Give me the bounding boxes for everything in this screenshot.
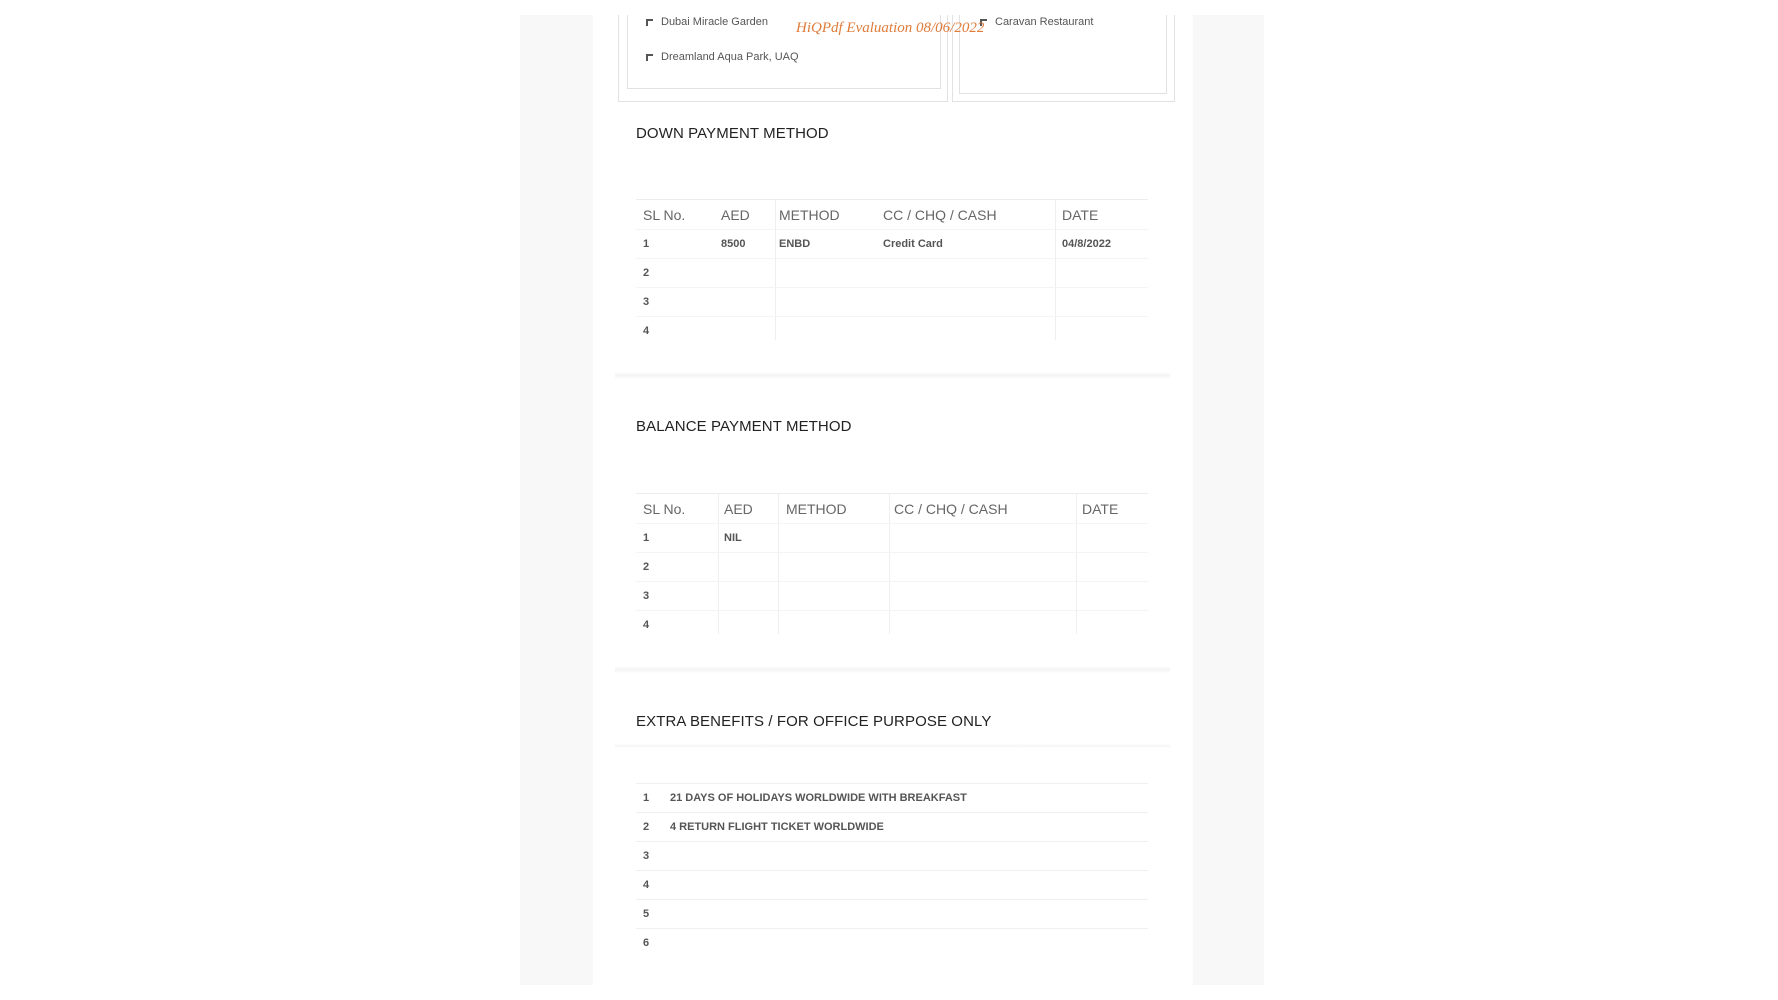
section-divider (615, 372, 1170, 379)
checkmark-icon (646, 54, 653, 61)
table-row (636, 552, 1148, 581)
table-header-row (636, 493, 1148, 523)
table-row (636, 870, 1148, 899)
benefit-number: 4 (643, 879, 650, 891)
attraction-label: Caravan Restaurant (995, 16, 1094, 28)
table-row (636, 841, 1148, 870)
col-header-sl: SL No. (643, 206, 686, 223)
checkmark-icon (646, 19, 653, 26)
col-header-method: METHOD (779, 206, 840, 223)
down-payment-title: DOWN PAYMENT METHOD (636, 125, 829, 142)
table-row (636, 581, 1148, 610)
table-row (636, 928, 1148, 957)
table-row (636, 229, 1148, 258)
col-header-date: DATE (1082, 500, 1119, 517)
cell-method: ENBD (779, 238, 811, 250)
attraction-item (646, 51, 799, 63)
cell-sl: 4 (643, 325, 650, 337)
benefit-text: 4 RETURN FLIGHT TICKET WORLDWIDE (670, 821, 884, 833)
table-row (636, 316, 1148, 345)
benefit-text: 21 DAYS OF HOLIDAYS WORLDWIDE WITH BREAKFAST (670, 792, 967, 804)
cell-sl: 3 (643, 296, 650, 308)
benefit-number: 5 (643, 908, 650, 920)
cell-date: 04/8/2022 (1062, 238, 1111, 250)
col-header-aed: AED (721, 206, 750, 223)
cell-mode: Credit Card (883, 238, 943, 250)
cell-sl: 3 (643, 590, 650, 602)
table-row (636, 287, 1148, 316)
evaluation-watermark: HiQPdf Evaluation 08/06/2022 (796, 20, 985, 36)
attraction-label: Dubai Miracle Garden (661, 16, 768, 28)
balance-payment-title: BALANCE PAYMENT METHOD (636, 418, 852, 435)
cell-aed: 8500 (721, 238, 746, 250)
table-row (636, 812, 1148, 841)
cell-sl: 4 (643, 619, 650, 631)
benefit-number: 6 (643, 937, 650, 949)
cell-sl: 1 (643, 238, 650, 250)
benefit-number: 2 (643, 821, 650, 833)
table-row (636, 258, 1148, 287)
col-header-mode: CC / CHQ / CASH (883, 206, 997, 223)
cell-sl: 2 (643, 561, 650, 573)
cell-sl: 2 (643, 267, 650, 279)
col-header-mode: CC / CHQ / CASH (894, 500, 1008, 517)
section-divider (615, 666, 1170, 673)
table-row (636, 783, 1148, 812)
table-row (636, 899, 1148, 928)
table-row (636, 523, 1148, 552)
extra-benefits-table (636, 783, 1148, 957)
table-row (636, 610, 1148, 639)
extra-benefits-title: EXTRA BENEFITS / FOR OFFICE PURPOSE ONLY (636, 713, 992, 730)
cell-sl: 1 (643, 532, 650, 544)
attraction-item (980, 16, 1093, 28)
attraction-item (646, 16, 768, 28)
balance-payment-table (636, 493, 1148, 639)
cell-aed: NIL (724, 532, 742, 544)
table-header-row (636, 199, 1148, 229)
col-header-method: METHOD (786, 500, 847, 517)
attraction-label: Dreamland Aqua Park, UAQ (661, 51, 799, 63)
col-header-aed: AED (724, 500, 753, 517)
col-header-date: DATE (1062, 206, 1099, 223)
benefit-number: 1 (643, 792, 650, 804)
down-payment-table (636, 199, 1148, 345)
section-divider (615, 744, 1170, 748)
col-header-sl: SL No. (643, 500, 686, 517)
benefit-number: 3 (643, 850, 650, 862)
